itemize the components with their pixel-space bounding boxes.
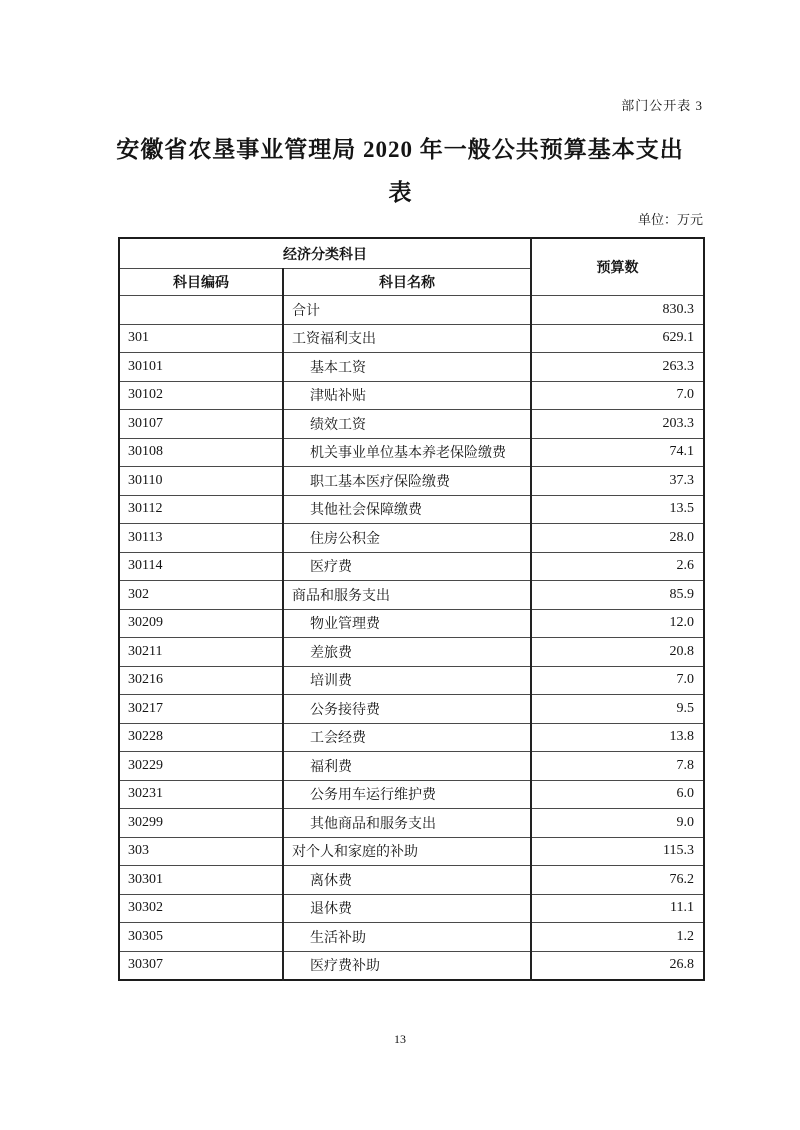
subject-name-cell: 津贴补贴 xyxy=(283,381,531,410)
table-row xyxy=(119,666,704,695)
budget-value-cell: 13.8 xyxy=(531,723,704,752)
subject-code-cell: 30305 xyxy=(119,923,283,952)
page-number: 13 xyxy=(394,1032,406,1046)
subject-code-cell: 303 xyxy=(119,837,283,866)
subject-code-cell: 30228 xyxy=(119,723,283,752)
table-row xyxy=(119,780,704,809)
subject-code-cell: 302 xyxy=(119,581,283,610)
table-row xyxy=(119,695,704,724)
subject-code-cell: 30211 xyxy=(119,638,283,667)
subject-code-cell xyxy=(119,296,283,325)
table-row xyxy=(119,552,704,581)
budget-value-cell: 74.1 xyxy=(531,438,704,467)
subject-name-cell: 商品和服务支出 xyxy=(283,581,531,610)
budget-value-cell: 1.2 xyxy=(531,923,704,952)
subject-code-header: 科目编码 xyxy=(119,269,283,296)
budget-value-cell: 20.8 xyxy=(531,638,704,667)
budget-value-cell: 26.8 xyxy=(531,951,704,980)
table-row xyxy=(119,837,704,866)
budget-value-cell: 9.5 xyxy=(531,695,704,724)
table-row xyxy=(119,524,704,553)
subject-code-cell: 30216 xyxy=(119,666,283,695)
subject-name-cell: 物业管理费 xyxy=(283,609,531,638)
budget-value-cell: 7.0 xyxy=(531,381,704,410)
table-row xyxy=(119,353,704,382)
table-row xyxy=(119,723,704,752)
subject-code-cell: 30302 xyxy=(119,894,283,923)
budget-value-cell: 2.6 xyxy=(531,552,704,581)
budget-value-cell: 12.0 xyxy=(531,609,704,638)
table-row xyxy=(119,923,704,952)
subject-code-cell: 30101 xyxy=(119,353,283,382)
subject-name-cell: 离休费 xyxy=(283,866,531,895)
budget-value-cell: 263.3 xyxy=(531,353,704,382)
budget-value-cell: 85.9 xyxy=(531,581,704,610)
subject-name-cell: 职工基本医疗保险缴费 xyxy=(283,467,531,496)
table-row xyxy=(119,951,704,980)
subject-name-cell: 工资福利支出 xyxy=(283,324,531,353)
table-row xyxy=(119,381,704,410)
budget-value-cell: 203.3 xyxy=(531,410,704,439)
unit-label: 单位：万元 xyxy=(637,212,703,227)
budget-value-cell: 830.3 xyxy=(531,296,704,325)
subject-name-cell: 公务接待费 xyxy=(283,695,531,724)
subject-name-cell: 其他社会保障缴费 xyxy=(283,495,531,524)
table-body xyxy=(119,296,704,981)
subject-code-cell: 30231 xyxy=(119,780,283,809)
subject-name-cell: 差旅费 xyxy=(283,638,531,667)
economic-classification-header: 经济分类科目 xyxy=(283,247,367,263)
subject-code-cell: 301 xyxy=(119,324,283,353)
subject-code-cell: 30110 xyxy=(119,467,283,496)
budget-value-cell: 115.3 xyxy=(531,837,704,866)
table-row xyxy=(119,638,704,667)
subject-code-cell: 30229 xyxy=(119,752,283,781)
subject-name-cell: 其他商品和服务支出 xyxy=(283,809,531,838)
subject-name-cell: 公务用车运行维护费 xyxy=(283,780,531,809)
subject-code-cell: 30113 xyxy=(119,524,283,553)
table-row xyxy=(119,809,704,838)
subject-code-cell: 30102 xyxy=(119,381,283,410)
table-row xyxy=(119,296,704,325)
page-title-line1: 安徽省农垦事业管理局 2020 年一般公共预算基本支出 xyxy=(116,137,684,162)
subject-code-cell: 30114 xyxy=(119,552,283,581)
subject-code-cell: 30107 xyxy=(119,410,283,439)
table-row xyxy=(119,324,704,353)
budget-table xyxy=(118,237,705,981)
budget-value-cell: 629.1 xyxy=(531,324,704,353)
budget-value-cell: 11.1 xyxy=(531,894,704,923)
subject-name-cell: 医疗费 xyxy=(283,552,531,581)
subject-code-cell: 30108 xyxy=(119,438,283,467)
budget-value-cell: 7.0 xyxy=(531,666,704,695)
budget-amount-header: 预算数 xyxy=(531,238,704,296)
subject-name-cell: 绩效工资 xyxy=(283,410,531,439)
table-row xyxy=(119,609,704,638)
table-header xyxy=(119,238,704,296)
budget-value-cell: 37.3 xyxy=(531,467,704,496)
subject-name-cell: 工会经费 xyxy=(283,723,531,752)
subject-name-header: 科目名称 xyxy=(283,269,531,296)
table-row xyxy=(119,438,704,467)
subject-code-cell: 30217 xyxy=(119,695,283,724)
budget-value-cell: 76.2 xyxy=(531,866,704,895)
subject-name-cell: 福利费 xyxy=(283,752,531,781)
budget-value-cell: 9.0 xyxy=(531,809,704,838)
subject-name-cell: 住房公积金 xyxy=(283,524,531,553)
subject-name-cell: 合计 xyxy=(283,296,531,325)
subject-name-cell: 退休费 xyxy=(283,894,531,923)
table-row xyxy=(119,894,704,923)
table-row xyxy=(119,410,704,439)
subject-name-cell: 生活补助 xyxy=(283,923,531,952)
table-row xyxy=(119,467,704,496)
subject-name-cell: 基本工资 xyxy=(283,353,531,382)
subject-code-cell: 30209 xyxy=(119,609,283,638)
subject-name-cell: 对个人和家庭的补助 xyxy=(283,837,531,866)
corner-table-label: 部门公开表 3 xyxy=(621,98,703,113)
header-row-group xyxy=(119,238,704,269)
table-row xyxy=(119,495,704,524)
budget-value-cell: 13.5 xyxy=(531,495,704,524)
subject-code-cell: 30301 xyxy=(119,866,283,895)
subject-code-cell: 30307 xyxy=(119,951,283,980)
budget-value-cell: 7.8 xyxy=(531,752,704,781)
subject-name-cell: 机关事业单位基本养老保险缴费 xyxy=(283,438,531,467)
table-row xyxy=(119,752,704,781)
budget-value-cell: 6.0 xyxy=(531,780,704,809)
page-title-line2: 表 xyxy=(388,180,412,205)
subject-code-cell: 30112 xyxy=(119,495,283,524)
subject-name-cell: 培训费 xyxy=(283,666,531,695)
table-row xyxy=(119,581,704,610)
subject-name-cell: 医疗费补助 xyxy=(283,951,531,980)
budget-value-cell: 28.0 xyxy=(531,524,704,553)
table-row xyxy=(119,866,704,895)
subject-code-cell: 30299 xyxy=(119,809,283,838)
